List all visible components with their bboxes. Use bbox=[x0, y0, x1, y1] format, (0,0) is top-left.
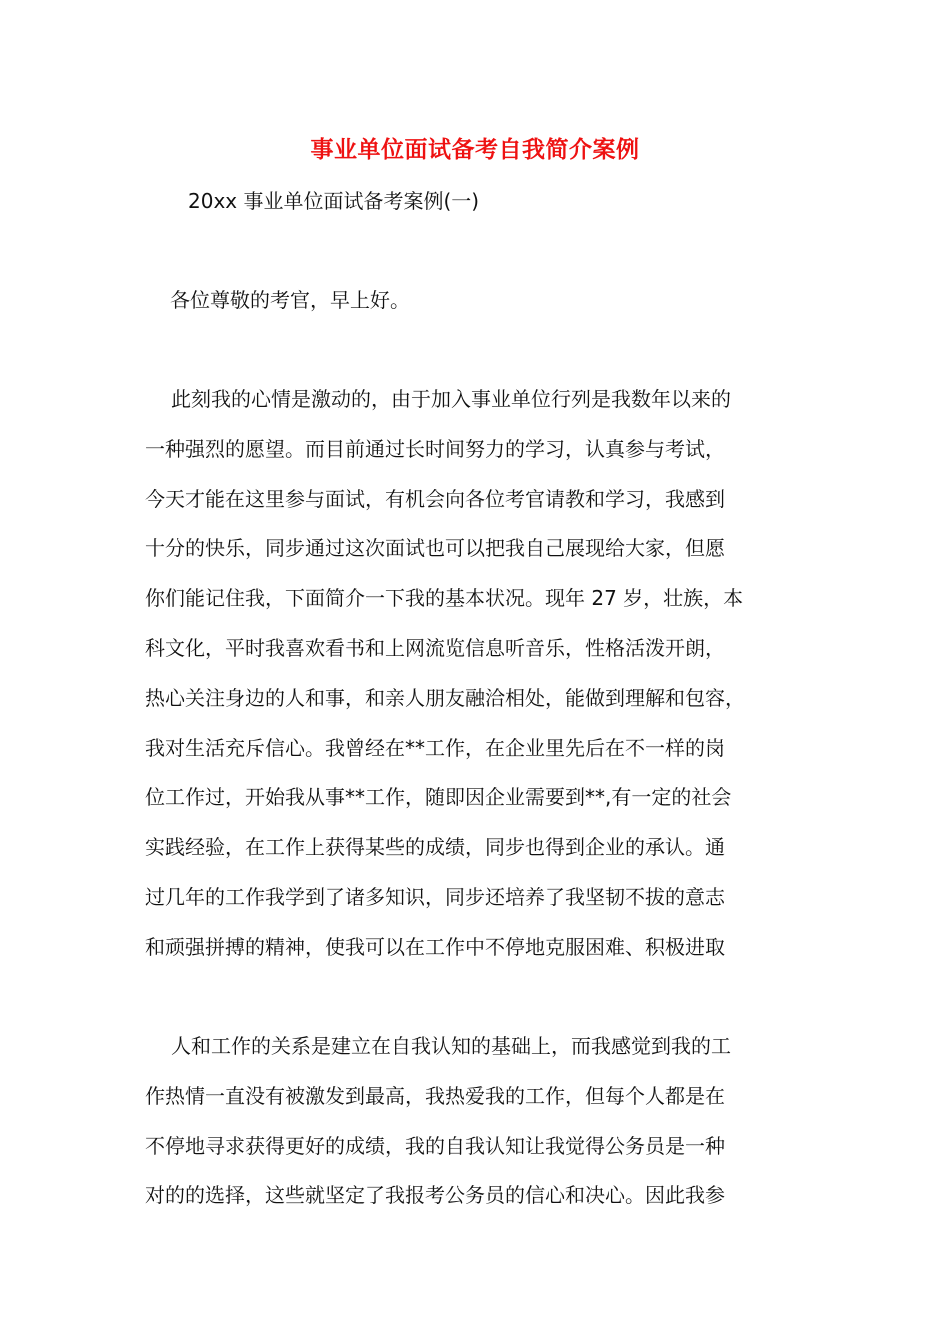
paragraph-2 bbox=[145, 1031, 825, 1230]
paragraph-line: 对的的选择，这些就坚定了我报考公务员的信心和决心。因此我参 bbox=[145, 1183, 725, 1208]
paragraph-line: 位工作过，开始我从事**工作，随即因企业需要到**,有一定的社会 bbox=[145, 785, 732, 810]
paragraph-line: 此刻我的心情是激动的，由于加入事业单位行列是我数年以来的 bbox=[171, 387, 731, 411]
paragraph-line: 十分的快乐，同步通过这次面试也可以把我自己展现给大家，但愿 bbox=[145, 536, 725, 561]
paragraph-line: 我对生活充斥信心。我曾经在**工作，在企业里先后在不一样的岗 bbox=[145, 735, 725, 760]
paragraph-line: 你们能记住我，下面简介一下我的基本状况。现年 27 岁，壮族，本 bbox=[145, 586, 744, 611]
greeting-text: 各位尊敬的考官，早上好。 bbox=[170, 288, 410, 312]
paragraph-line: 作热情一直没有被激发到最高，我热爱我的工作，但每个人都是在 bbox=[145, 1083, 725, 1108]
paragraph-line: 科文化，平时我喜欢看书和上网流览信息听音乐，性格活泼开朗， bbox=[145, 635, 725, 660]
paragraph-line: 过几年的工作我学到了诸多知识，同步还培养了我坚韧不拔的意志 bbox=[145, 884, 725, 909]
document-subtitle: 20xx 事业单位面试备考案例(一) bbox=[188, 189, 480, 213]
paragraph-line: 和顽强拼搏的精神，使我可以在工作中不停地克服困难、积极进取 bbox=[145, 934, 725, 959]
paragraph-line: 热心关注身边的人和事，和亲人朋友融洽相处，能做到理解和包容， bbox=[145, 685, 745, 710]
paragraph-line: 不停地寻求获得更好的成绩，我的自我认知让我觉得公务员是一种 bbox=[145, 1133, 725, 1158]
document-title: 事业单位面试备考自我简介案例 bbox=[310, 137, 640, 163]
paragraph-line: 实践经验，在工作上获得某些的成绩，同步也得到企业的承认。通 bbox=[145, 835, 725, 860]
paragraph-line: 人和工作的关系是建立在自我认知的基础上，而我感觉到我的工 bbox=[171, 1034, 731, 1058]
paragraph-1 bbox=[145, 384, 825, 982]
paragraph-line: 今天才能在这里参与面试，有机会向各位考官请教和学习，我感到 bbox=[145, 486, 725, 511]
paragraph-line: 一种强烈的愿望。而目前通过长时间努力的学习，认真参与考试， bbox=[145, 436, 725, 461]
